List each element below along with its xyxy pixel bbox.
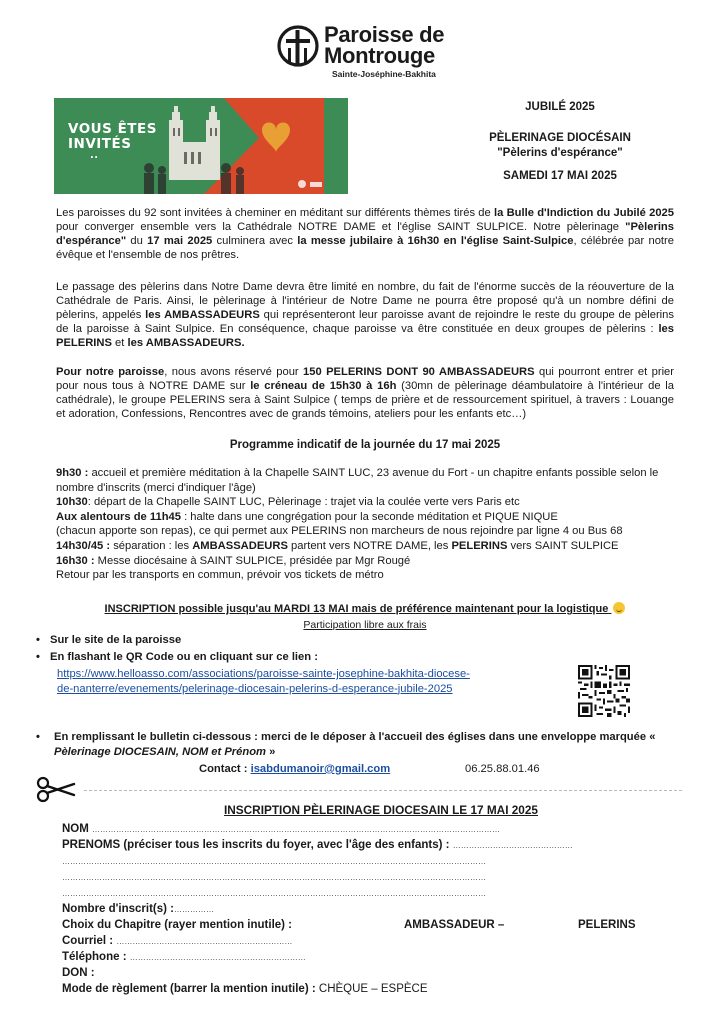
- banner-line1: VOUS ÊTES: [68, 121, 157, 137]
- programme-item: 16h30 : Messe diocésaine à SAINT SULPICE, présidée par Mgr Rougé: [56, 554, 411, 567]
- bullet-bulletin-text: En remplissant le bulletin ci-dessous : merci de le déposer à l'accueil des églises dans une enveloppe marquée « Pèlerinage DIOCESAIN, NOM et Prénom »: [54, 731, 656, 758]
- contact-line: Contact : isabdumanoir@gmail.com: [199, 763, 391, 775]
- cut-line: [84, 790, 682, 791]
- courriel-field[interactable]: …………………………………………………………: [116, 937, 293, 946]
- programme-item: 9h30 : accueil et première méditation à la Chapelle SAINT LUC, 23 avenue du Fort - un chapitre enfants possible selon le: [56, 467, 659, 479]
- programme-list: [56, 466, 676, 583]
- programme-item: Retour par les transports en commun, prévoir vos tickets de métro: [56, 569, 384, 582]
- choice-ambassadeur[interactable]: AMBASSADEUR –: [404, 919, 505, 931]
- inscription-headline: INSCRIPTION possible jusqu'au MARDI 13 MAI mais de préférence maintenant pour la logistique: [56, 602, 674, 616]
- programme-item: 14h30/45 : séparation : les AMBASSADEURS partent vers NOTRE DAME, les PELERINS vers SAINT SULPICE: [56, 539, 619, 552]
- contact-phone: 06.25.88.01.46: [465, 763, 540, 775]
- dotline-field[interactable]: ……………………………………………………………………………………………………………………………………………: [62, 857, 486, 866]
- form-title: INSCRIPTION PÈLERINAGE DIOCESAIN LE 17 MAI 2025: [224, 803, 538, 817]
- nom-label: NOM: [62, 823, 89, 835]
- dotline-field[interactable]: ……………………………………………………………………………………………………………………………………………: [62, 873, 486, 882]
- telephone-field[interactable]: …………………………………………………………: [129, 953, 306, 962]
- nombre-label: Nombre d'inscrit(s) :: [62, 903, 174, 915]
- logo-name-line2: Montrouge: [324, 43, 435, 68]
- programme-item: Aux alentours de 11h45 : halte dans une congrégation pour la seconde méditation et PIQUE NIQUE: [56, 510, 558, 523]
- mode-values[interactable]: CHÈQUE – ESPÈCE: [315, 983, 428, 995]
- logo-name: [324, 24, 444, 66]
- scissors-icon: [36, 775, 76, 803]
- header-subtitle: "Pèlerins d'espérance": [497, 147, 623, 159]
- helloasso-link[interactable]: [57, 667, 470, 696]
- form-courriel[interactable]: [62, 933, 702, 949]
- form-don[interactable]: [62, 965, 702, 981]
- qr-code-icon[interactable]: [578, 665, 630, 717]
- nombre-field[interactable]: ……………: [174, 905, 214, 914]
- event-header: [440, 100, 680, 184]
- invitation-banner: [54, 98, 348, 194]
- intro-paragraph-3: Pour notre paroisse, nous avons réservé pour 150 PELERINS DONT 90 AMBASSADEURS qui pourront entrer et prier pour nous tous à NOTRE DAME sur le créneau de 15h30 à 16h (30mn de pèlerinage déambulatoire à l'intérieur de la cathédrale), le groupe PELERINS sera à Saint Sulpice ( temps de prière et de ressourcement spirituel, à travers : Louange et adoration, Confessions, Rencontres avec de grands témoins, ateliers pour les enfants etc…): [56, 366, 675, 420]
- banner-line3: ..: [90, 150, 99, 161]
- banner-headline: [68, 122, 157, 160]
- programme-item: nombre d'inscrits (merci d'indiquer l'âge): [56, 481, 256, 494]
- programme-title: Programme indicatif de la journée du 17 mai 2025: [229, 439, 501, 451]
- telephone-label: Téléphone :: [62, 951, 127, 963]
- link-line1[interactable]: https://www.helloasso.com/associations/paroisse-sainte-josephine-bakhita-diocese-: [57, 668, 470, 680]
- choix-label: Choix du Chapitre (rayer mention inutile) :: [62, 919, 293, 931]
- prenoms-field[interactable]: ………………………………………: [452, 841, 573, 850]
- programme-item: (chacun apporte son repas), ce qui permet aux PELERINS non marcheurs de nous rejoindre par ligne 4 ou Bus 68: [56, 525, 623, 538]
- don-label: DON :: [62, 967, 95, 979]
- form-telephone[interactable]: [62, 949, 702, 965]
- form-dotline[interactable]: [62, 869, 702, 885]
- church-logo-icon: [276, 24, 320, 72]
- prenoms-label: PRENOMS (préciser tous les inscrits du foyer, avec l'âge des enfants) :: [62, 839, 450, 851]
- form-prenoms[interactable]: [62, 837, 702, 853]
- programme-item: 10h30: départ de la Chapelle SAINT LUC, Pèlerinage : trajet via la coulée verte vers Paris etc: [56, 496, 520, 509]
- bullet-site-text: Sur le site de la paroisse: [50, 634, 182, 646]
- bullet-qr-text: En flashant le QR Code ou en cliquant sur ce lien :: [50, 651, 318, 663]
- header-pelerinage: PÈLERINAGE DIOCÉSAIN: [489, 132, 631, 144]
- link-line2[interactable]: de-nanterre/evenements/pelerinage-diocesain-pelerins-d-esperance-jubile-2025: [57, 682, 453, 695]
- bullet-icon: •: [36, 731, 40, 743]
- participation-note: Participation libre aux frais: [303, 619, 427, 631]
- choice-pelerins[interactable]: PELERINS: [578, 919, 636, 931]
- bullet-icon: •: [36, 634, 40, 646]
- form-choix[interactable]: [62, 917, 702, 933]
- contact-email-link[interactable]: isabdumanoir@gmail.com: [250, 763, 391, 775]
- bullet-icon: •: [36, 651, 40, 663]
- logo-name-line1: Paroisse de: [324, 22, 445, 47]
- intro-paragraph-2: Le passage des pèlerins dans Notre Dame devra être limité en nombre, du fait de l'énorme succès de la réouverture de la Cathédrale de Paris. Ainsi, le pèlerinage à l'intérieur de Notre Dame ne pourra être proposé qu'à un nombre défini de pèlerins, appelés les AMBASSADEURS qui représenteront leur paroisse avant de rejoindre le reste du groupe de pèlerins de la paroisse à Saint Sulpice. En conséquence, chaque paroisse va être constituée en deux groupes de pèlerins : les PELERINS et les AMBASSADEURS.: [56, 281, 674, 349]
- form-nombre[interactable]: [62, 901, 702, 917]
- form-mode[interactable]: [62, 981, 702, 997]
- courriel-label: Courriel :: [62, 935, 114, 947]
- header-date: SAMEDI 17 MAI 2025: [503, 170, 617, 182]
- nom-field[interactable]: ………………………………………………………………………………………………………………………………………: [92, 825, 501, 834]
- banner-line2: INVITÉS: [68, 136, 132, 152]
- intro-paragraph-1: Les paroisses du 92 sont invitées à cheminer en méditant sur différents thèmes tirés de la Bulle d'Indiction du Jubilé 2025 pour converger ensemble vers la Cathédrale NOTRE DAME et l'église SAINT SULPICE. Notre pèlerinage "Pèlerins d'espérance" du 17 mai 2025 culminera avec la messe jubilaire à 16h30 en l'église Saint-Sulpice, célébrée par notre évêque et l'ensemble de nos prêtres.: [56, 207, 674, 261]
- mode-label: Mode de règlement (barrer la mention inutile) :: [62, 983, 316, 995]
- form-dotline[interactable]: [62, 885, 702, 901]
- registration-form: [62, 821, 702, 997]
- dotline-field[interactable]: ……………………………………………………………………………………………………………………………………………: [62, 889, 486, 898]
- logo-subtitle: Sainte-Joséphine-Bakhita: [332, 69, 436, 79]
- form-dotline[interactable]: [62, 853, 702, 869]
- header-jubile: JUBILÉ 2025: [525, 101, 595, 113]
- smiley-icon: [613, 602, 625, 614]
- parish-logo: [276, 24, 466, 80]
- form-nom[interactable]: [62, 821, 702, 837]
